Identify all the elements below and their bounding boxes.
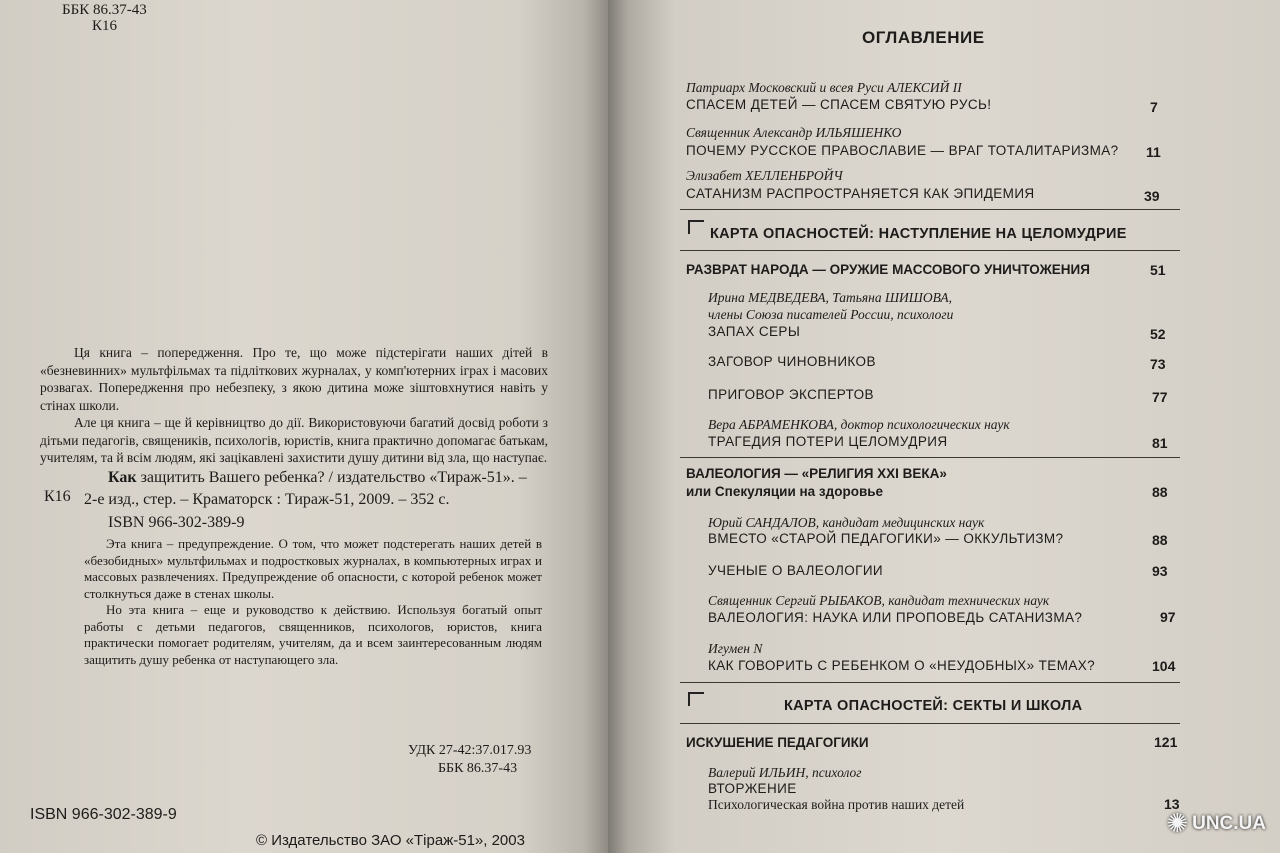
toc-author: Игумен N bbox=[708, 641, 763, 656]
toc-entry-title: ТРАГЕДИЯ ПОТЕРИ ЦЕЛОМУДРИЯ bbox=[708, 434, 948, 449]
divider bbox=[680, 209, 1180, 210]
watermark-text: UNC.UA bbox=[1192, 812, 1266, 834]
left-page bbox=[0, 0, 608, 853]
biblio-isbn: ISBN 966-302-389-9 bbox=[108, 514, 245, 531]
biblio-line-2: 2-е изд., стер. – Краматорск : Тираж-51, 2009. – 352 с. bbox=[84, 491, 450, 508]
isbn-bottom: ISBN 966-302-389-9 bbox=[30, 806, 177, 823]
toc-author: Патриарх Московский и всея Руси АЛЕКСИЙ II bbox=[686, 80, 962, 95]
toc-entry-title: ЗАПАХ СЕРЫ bbox=[708, 324, 801, 339]
biblio-title-word: Как bbox=[108, 469, 137, 486]
toc-author: Элизабет ХЕЛЛЕНБРОЙЧ bbox=[686, 168, 843, 183]
right-page bbox=[608, 0, 1280, 853]
biblio-k16: К16 bbox=[44, 488, 71, 505]
toc-entry-subtitle: Психологическая война против наших детей bbox=[708, 797, 965, 812]
annotation-uk-paragraph-2: Але ця книга – ще й керівництво до дії. Використовуючи багатий досвід роботи з дітьми педагогів, священиків, психологів, юристів, книга практично допомагає батькам, учителям, та й всім людям, які зацікавлені захистити душу дитини від зла, що наступає. bbox=[40, 415, 548, 465]
divider bbox=[680, 250, 1180, 251]
toc-author: Валерий ИЛЬИН, психолог bbox=[708, 765, 862, 780]
section-subheading: или Спекуляции на здоровье bbox=[686, 484, 884, 499]
toc-page-number: 81 bbox=[1152, 435, 1168, 451]
bbk-code-top: ББК 86.37-43 bbox=[62, 2, 147, 18]
annotation-ru-paragraph-1: Эта книга – предупреждение. О том, что может подстерегать наших детей в «безобидных» мультфильмах и подростковых журналах, в компьютерных играх и массовых развлечениях. Предупреждение об опасности, с которой ребенок может столкнуться даже в стенах школы. bbox=[84, 536, 542, 601]
annotation-ukrainian bbox=[40, 344, 548, 467]
toc-author: Ирина МЕДВЕДЕВА, Татьяна ШИШОВА, bbox=[708, 290, 952, 305]
annotation-russian bbox=[84, 536, 542, 668]
divider bbox=[680, 723, 1180, 724]
watermark bbox=[1166, 808, 1266, 839]
biblio-title-rest: защитить Вашего ребенка? / издательство «Тираж-51». – bbox=[136, 469, 527, 486]
toc-page-number: 97 bbox=[1160, 609, 1176, 625]
toc-page-number: 73 bbox=[1150, 356, 1166, 372]
toc-page-number: 77 bbox=[1152, 389, 1168, 405]
toc-page-number: 121 bbox=[1154, 734, 1178, 750]
toc-entry-title: САТАНИЗМ РАСПРОСТРАНЯЕТСЯ КАК ЭПИДЕМИЯ bbox=[686, 186, 1035, 201]
section-heading: РАЗВРАТ НАРОДА — ОРУЖИЕ МАССОВОГО УНИЧТОЖЕНИЯ bbox=[686, 262, 1090, 277]
divider bbox=[680, 682, 1180, 683]
toc-page-number: 51 bbox=[1150, 262, 1166, 278]
toc-author: Священник Александр ИЛЬЯШЕНКО bbox=[686, 125, 902, 140]
toc-entry-title: УЧЕНЫЕ О ВАЛЕОЛОГИИ bbox=[708, 563, 884, 578]
bbk-code-bottom: ББК 86.37-43 bbox=[438, 761, 518, 776]
toc-entry-title: КАК ГОВОРИТЬ С РЕБЕНКОМ О «НЕУДОБНЫХ» ТЕМАХ? bbox=[708, 658, 1096, 673]
toc-page-number: 39 bbox=[1144, 188, 1160, 204]
toc-page-number: 7 bbox=[1150, 99, 1158, 115]
section-heading: ВАЛЕОЛОГИЯ — «РЕЛИГИЯ XXI ВЕКА» bbox=[686, 466, 947, 481]
toc-entry-title: ПОЧЕМУ РУССКОЕ ПРАВОСЛАВИЕ — ВРАГ ТОТАЛИТАРИЗМА? bbox=[686, 143, 1119, 158]
toc-author: Юрий САНДАЛОВ, кандидат медицинских наук bbox=[708, 515, 985, 530]
section-heading: ИСКУШЕНИЕ ПЕДАГОГИКИ bbox=[686, 735, 869, 750]
toc-entry-title: ПРИГОВОР ЭКСПЕРТОВ bbox=[708, 387, 874, 402]
toc-page-number: 52 bbox=[1150, 326, 1166, 342]
toc-entry-title: ВТОРЖЕНИЕ bbox=[708, 781, 797, 796]
toc-entry-title: ЗАГОВОР ЧИНОВНИКОВ bbox=[708, 354, 876, 369]
annotation-uk-paragraph-1: Ця книга – попередження. Про те, що може підстерігати наших дітей в «безневинних» мультфільмах та підліткових журналах, у комп'ютерних іграх і масових розвагах. Попередження про небезпеку, з якою дитина може зіштовхнутися навіть у стінах школи. bbox=[40, 345, 548, 413]
toc-author-credentials: члены Союза писателей России, психологи bbox=[708, 307, 954, 322]
annotation-ru-paragraph-2: Но эта книга – еще и руководство к действию. Используя богатый опыт работы с детьми педагогов, священников, психологов, юристов, книга практически помогает родителям, учителям, да и всем заинтересованным людям защитить душу ребенка от наступающего зла. bbox=[84, 602, 542, 667]
divider bbox=[680, 457, 1180, 458]
part-heading: КАРТА ОПАСНОСТЕЙ: НАСТУПЛЕНИЕ НА ЦЕЛОМУДРИЕ bbox=[710, 226, 1127, 242]
part-bracket-icon bbox=[688, 220, 704, 234]
toc-entry-title: ВМЕСТО «СТАРОЙ ПЕДАГОГИКИ» — ОККУЛЬТИЗМ? bbox=[708, 531, 1064, 546]
toc-page-number: 104 bbox=[1152, 658, 1176, 674]
toc-author: Священник Сергий РЫБАКОВ, кандидат технических наук bbox=[708, 593, 1050, 608]
sunburst-icon: ✺ bbox=[1166, 808, 1189, 838]
toc-author: Вера АБРАМЕНКОВА, доктор психологических наук bbox=[708, 417, 1010, 432]
toc-entry-title: ВАЛЕОЛОГИЯ: НАУКА ИЛИ ПРОПОВЕДЬ САТАНИЗМА? bbox=[708, 610, 1083, 625]
k16-code-top: К16 bbox=[92, 18, 118, 34]
toc-page-number: 13 bbox=[1164, 796, 1180, 812]
toc-page-number: 88 bbox=[1152, 532, 1168, 548]
toc-page-number: 11 bbox=[1146, 144, 1161, 160]
toc-page-number: 93 bbox=[1152, 563, 1168, 579]
toc-title: ОГЛАВЛЕНИЕ bbox=[862, 28, 985, 47]
toc-page-number: 88 bbox=[1152, 484, 1168, 500]
part-heading: КАРТА ОПАСНОСТЕЙ: СЕКТЫ И ШКОЛА bbox=[784, 698, 1083, 714]
biblio-line-1 bbox=[108, 469, 527, 487]
part-bracket-icon bbox=[688, 692, 704, 706]
toc-entry-title: СПАСЕМ ДЕТЕЙ — СПАСЕМ СВЯТУЮ РУСЬ! bbox=[686, 97, 992, 112]
udk-code: УДК 27-42:37.017.93 bbox=[408, 743, 532, 758]
copyright-line: © Издательство ЗАО «Тiраж-51», 2003 bbox=[256, 832, 525, 849]
